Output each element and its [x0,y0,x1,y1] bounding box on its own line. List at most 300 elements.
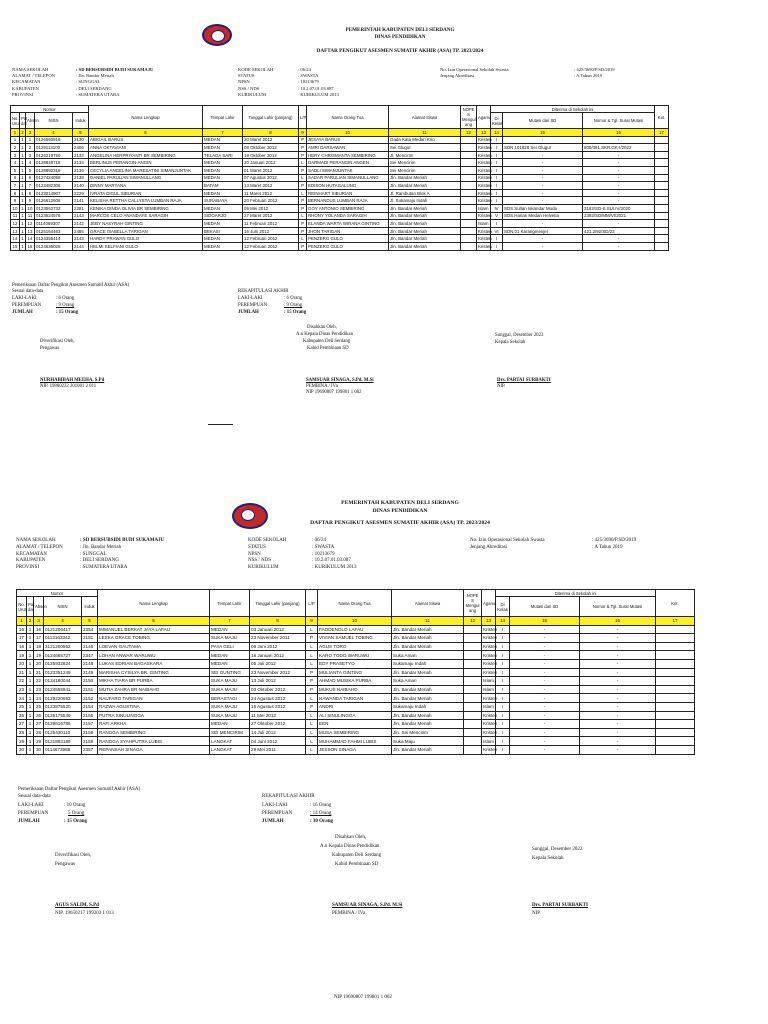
nisn-cell: 0114069307 [35,220,73,228]
table-row [11,166,669,174]
signer-pengawas-name: NURHABIBAH MEEHA, S.Pd [40,378,105,383]
nama-orang-tua-cell: AGUS TORO [318,642,392,651]
table-row [11,182,669,190]
di-kelas-cell: I [491,136,503,144]
ket-cell [655,174,669,182]
mutasi-cell: - [503,174,583,182]
tanggal-lahir-cell: 27 Oktober 2012 [250,720,306,729]
induk-cell: 2138 [73,174,89,182]
pat-cell: 1 [27,702,34,711]
agama-cell: Kristen [478,236,492,242]
tempat-lahir-cell: MEDAN [203,189,243,197]
nomor-surat-cell: - [580,677,656,686]
pat-cell: 1 [21,137,24,143]
nama-orang-tua-cell: EDY PRASETYO [318,659,392,668]
column-number: 8 [250,617,306,626]
pat-cell: 1 [21,152,24,158]
pat-cell: 1 [27,711,34,720]
nisn-cell: 0123875520 [44,702,82,711]
pat-cell: 1 [21,160,24,166]
student-table-2 [16,589,695,755]
nama-lengkap-cell: IVRATA DIGUL SIBURIAN [89,189,203,197]
tanggal-lahir-cell: 11 Maret 2012 [243,189,299,197]
column-number-row [17,617,695,626]
nama-orang-tua-cell: SADLI SIMANJUNTAK [307,166,389,174]
absen-cell: 26 [34,711,44,720]
agama-cell: Kristen [478,243,492,249]
ket-cell [655,189,669,197]
agama-cell: Islam [483,687,495,693]
table-row [17,720,695,729]
table-row [17,668,695,677]
page-2 [0,490,768,1024]
table-row [17,634,695,643]
summary-title: Pemeriksaan Daftar Pengikut Asesmen Sumatif Akhir (ASA) [18,787,141,792]
nisn-cell: 0129616786 [44,720,82,729]
agama-cell: Kristen [483,652,498,658]
nomor-surat-cell: - [583,174,655,182]
tempat-lahir-cell: MEDAN [203,136,243,144]
alamat-cell: Jln. Bandar Meriah [392,745,464,754]
nisn-cell: 0121883189 [44,737,82,746]
nomor-surat-cell: - [580,634,656,643]
pat-cell: 1 [27,659,34,668]
lp-cell: L [299,235,307,243]
tanggal-lahir-cell: 05 Juli 2012 [250,659,306,668]
agama-cell: Kristen [478,152,492,158]
summary-title: Pemeriksaan Daftar Pengikut Asesmen Sumatif Akhir (ASA) [12,283,130,288]
nama-orang-tua-cell: MUSA SEMBIRING [318,728,392,737]
nama-orang-tua-cell: JESSON SINAGA [318,745,392,754]
column-number: 1 [17,617,27,626]
absen-cell: 5 [26,166,35,174]
di-kelas-cell: I [496,694,510,703]
nopes-cell [461,189,477,197]
column-number: 13 [482,617,496,626]
summary-jumlah: JUMLAH : 15 Orang [18,819,88,824]
column-number: 15 [503,129,583,137]
induk-cell: 2133 [73,151,89,159]
agama-cell: Kristen [478,175,492,181]
nomor-surat-cell: - [580,651,656,660]
ket-cell [656,642,695,651]
no-urut-cell: 6 [11,174,20,182]
pat-cell: 1 [21,220,24,226]
nisn-cell: 0121206417 [44,625,82,634]
place-date: Sunggal, Desember 2022 [532,847,583,852]
nomor-surat-cell: - [580,702,656,711]
nomor-surat-cell: - [583,166,655,174]
alamat-cell: Jln. Bandar Meriah [392,668,464,677]
mutasi-cell: - [510,728,580,737]
rekap-perempuan: PEREMPUAN : 14 Orang [262,811,332,816]
di-kelas-cell: V [491,212,503,220]
alamat-cell: Jln. Bandar Meriah [392,711,464,720]
mutasi-cell: - [510,711,580,720]
nopes-cell [464,737,482,746]
lp-cell: P [306,677,318,686]
table-row [17,694,695,703]
nopes-cell [461,144,477,152]
pat-cell: 1 [21,205,24,211]
alamat-cell: Jl. Rambutan Blok A [389,189,461,197]
rekap-laki: LAKI-LAKI : 6 Orang [238,296,303,301]
nama-orang-tua-cell: MULIANTA GINTING [318,668,392,677]
alamat-cell: Jln. Bandar Meriah [392,694,464,703]
nama-lengkap-cell: KELISHA RETTHA CALLYSTA LUMBAN RAJA [89,197,203,205]
pat-cell: 1 [27,694,34,703]
di-kelas-cell: I [496,677,510,686]
tempat-lahir-cell: MEDAN [203,166,243,174]
column-number: 11 [389,129,461,137]
table-row [17,659,695,668]
nomor-surat-cell: - [583,151,655,159]
ket-cell [655,166,669,174]
tanggal-lahir-cell: 24 Agustus 2012 [250,694,306,703]
agama-cell: Kristen [478,137,492,143]
column-number: 2 [27,617,34,626]
di-kelas-cell: I [491,151,503,159]
column-number: 3 [34,617,44,626]
induk-cell: 2406 [73,144,89,152]
nomor-surat-cell: 421.2/92/SD/23 [583,227,655,235]
nomor-surat-cell: - [580,668,656,677]
table-row [17,642,695,651]
ket-cell [656,659,695,668]
no-urut-cell: 17 [17,634,27,643]
mutasi-cell: SDS.Sultan Iskandar Muda [503,204,583,212]
induk-cell: 2157 [82,720,98,729]
column-number: 2 [21,129,24,135]
tanggal-lahir-cell: 12 Februari 2012 [243,242,299,250]
no-urut-cell: 12 [11,220,20,228]
no-urut-cell: 16 [17,625,27,634]
table-row [11,220,669,228]
nama-lengkap-cell: PUTRA SINULINGGA [98,711,210,720]
tanggal-lahir-cell: 27 Maret 2012 [243,212,299,220]
mutasi-cell: - [503,166,583,174]
alamat-cell: Suka Aman [392,677,464,686]
lp-cell: L [306,720,318,729]
tempat-lahir-cell: MEDAN [203,242,243,250]
nomor-surat-cell: - [580,728,656,737]
absen-cell: 25 [34,702,44,711]
nama-lengkap-cell: JEBY NASYRAH GINTING [89,220,203,228]
no-urut-cell: 28 [17,728,27,737]
nomor-surat-cell: - [580,711,656,720]
nopes-cell [461,159,477,167]
mutasi-cell: - [510,625,580,634]
nopes-cell [464,694,482,703]
nama-orang-tua-cell: SADAR PARULIAN SIMANULLANG [307,174,389,182]
nama-orang-tua-cell: DARMADI PERANGIN ANGEN [307,159,389,167]
alamat-cell: Sukamaju Indah [392,702,464,711]
mutasi-cell: - [510,634,580,643]
nama-orang-tua-cell: EDISON HUTAGALUNG [307,182,389,190]
disahkan-label: Disahkan Oleh, [307,325,337,330]
ket-cell [655,227,669,235]
table-body [17,617,695,755]
tempat-lahir-cell: PAYA GELI [210,642,250,651]
di-kelas-cell: IV [491,204,503,212]
di-kelas-cell: I [496,642,510,651]
di-kelas-cell: I [491,174,503,182]
ket-cell [655,204,669,212]
kepsek-label: Kepala Sekolah [495,340,526,345]
pat-cell: 1 [21,243,24,249]
nama-orang-tua-cell: KARO TODO WARUWU [318,651,392,660]
nama-orang-tua-cell: PENZERG GULO [307,242,389,250]
ket-cell [655,136,669,144]
nama-lengkap-cell: LOEVAN GAUTAMA [98,642,210,651]
agama-cell: Kristen [483,730,498,736]
nisn-cell: 0124180044 [44,677,82,686]
ket-cell [655,182,669,190]
nomor-surat-cell: - [583,182,655,190]
nomor-surat-cell: - [583,242,655,250]
column-number: 5 [82,617,98,626]
nisn-cell: 0124665727 [44,651,82,660]
alamat-cell: Suka Maju [392,737,464,746]
tanggal-lahir-cell: 09 Mei 2012 [243,204,299,212]
agama-cell: Kristen [478,160,492,166]
lp-cell: L [299,189,307,197]
no-urut-cell: 15 [11,242,20,250]
tanggal-lahir-cell: 03 Oktober 2012 [250,685,306,694]
summary-sesuai: Sesuai data-data [12,289,44,294]
table-row [17,625,695,634]
ket-cell [656,694,695,703]
nama-orang-tua-cell: RHONY YOLANDA SARAGIH [307,212,389,220]
tempat-lahir-cell: MEDAN [203,235,243,243]
nama-orang-tua-cell: ALI SINULINGGA [318,711,392,720]
mutasi-cell: - [503,151,583,159]
alamat-cell: Jln. Bandar Meriah [392,634,464,643]
agama-cell: Kristen [483,626,498,632]
tempat-lahir-cell: MEDAN [210,651,250,660]
tanggal-lahir-cell: 20 Maret 2012 [243,136,299,144]
nama-orang-tua-cell: ELANDA WARTA WIRANA GINTING [307,220,389,228]
di-kelas-cell: I [491,189,503,197]
lp-cell: L [306,711,318,720]
absen-cell: 21 [34,668,44,677]
mutasi-cell: - [503,235,583,243]
induk-cell: 2150 [82,677,98,686]
induk-cell: 2149 [82,668,98,677]
mutasi-cell: - [510,685,580,694]
kabid-label: Kabid Pembinaan SD [307,346,349,351]
mutasi-cell: - [510,668,580,677]
nama-orang-tua-cell: BERNANDUS LUMBAN RAJA [307,197,389,205]
rekap-laki: LAKI-LAKI : 16 Orang [262,803,332,808]
nopes-cell [464,677,482,686]
nopes-cell [461,204,477,212]
signer-kabid-nip: NIP 19690807 199801 1 002 [306,390,362,395]
table-row [11,144,669,152]
di-kelas-cell: I [491,235,503,243]
absen-cell: 4 [26,159,35,167]
tanggal-lahir-cell: 01 Maret 2012 [243,166,299,174]
lp-cell: L [306,728,318,737]
absen-cell: 16 [34,625,44,634]
alamat-cell: Jl. Sukamaju Indah [389,197,461,205]
table-header: Nomor Nama Lengkap Tempat Lahir Tanggal Lahir (panjang) L/P Nama Orang Tua Alamat Siswa NOPE S Mengul ang Agama Diterima di Sekolah ini Ket. No. Urut Pat dal Absen NISN Induk Di Kelas Mutasi dari SD Nomor & Tgl. Surat Mutasi [17,590,695,617]
lp-cell: P [306,702,318,711]
di-kelas-cell: I [491,197,503,205]
column-number: 14 [496,617,510,626]
nisn-cell: 0114673988 [44,745,82,754]
lp-cell: P [299,136,307,144]
di-kelas-cell: I [491,242,503,250]
pat-cell: 1 [27,728,34,737]
tanggal-lahir-cell: 04 Juni 2012 [250,737,306,746]
disahkan-label: Disahkan Oleh, [335,835,367,840]
ket-cell [656,625,695,634]
absen-cell: 18 [34,642,44,651]
induk-cell: 2181 [82,634,98,643]
tempat-lahir-cell: MEDAN [203,204,243,212]
mutasi-cell: - [510,702,580,711]
nisn-cell: 0124555941 [44,685,82,694]
dept-heading: DINAS PENDIDIKAN [374,34,426,40]
rekap-jumlah: JUMLAH : 15 Orang [238,310,307,315]
column-number: 10 [318,617,392,626]
nomor-surat-cell: 800/091.SKR.GK-I/2022 [583,144,655,152]
nopes-cell [461,220,477,228]
table-row [17,737,695,746]
nama-orang-tua-cell: NAWANDA TARIGAN [318,694,392,703]
column-number: 17 [655,129,669,137]
absen-cell: 15 [26,242,35,250]
lp-cell: L [299,212,307,220]
absen-cell: 24 [34,694,44,703]
agama-cell: Kristen [483,712,498,718]
pat-cell: 1 [27,625,34,634]
alamat-cell: Jln. Bandar Meriah [389,220,461,228]
nisn-cell: 0128892319 [35,166,73,174]
nopes-cell [461,182,477,190]
induk-cell: 2130 [73,136,89,144]
agama-cell: Kristen [478,182,492,188]
column-number: 6 [98,617,210,626]
signer-kabid-name: SAMSUAR SINAGA, S.Pd. M.Si [306,378,374,383]
induk-cell: 2134 [73,159,89,167]
pat-cell: 1 [21,236,24,242]
nisn-cell: 0125932824 [44,659,82,668]
signer-pengawas-nip: NIP. 19860222 201001 2 011 [40,384,97,389]
no-urut-cell: 10 [11,204,20,212]
pat-cell: 1 [27,677,34,686]
lp-cell: P [299,227,307,235]
pat-cell: 1 [27,634,34,643]
footer-nip: NIP 19690807 199801 1 002 [334,995,392,1000]
nopes-cell [464,720,482,729]
induk-cell: 2229 [73,189,89,197]
nomor-surat-cell: - [580,745,656,754]
absen-cell: 23 [34,685,44,694]
nama-lengkap-cell: BERLINUS PERANGIN-ANGIN [89,159,203,167]
nama-lengkap-cell: LUKAS EDRIAN BAGASKARA [98,659,210,668]
absen-cell: 2 [26,144,35,152]
alamat-cell: Jln. Bandar Meriah [389,235,461,243]
lp-cell: L [306,625,318,634]
table-row [11,204,669,212]
tanggal-lahir-cell: 16 Agustus 2012 [250,702,306,711]
no-urut-cell: 9 [11,197,20,205]
lp-cell: P [299,220,307,228]
nama-lengkap-cell: CECYLIA ANGELINA MARESATINI SIMANJUNTAK [89,166,203,174]
induk-cell: 2136 [73,166,89,174]
table-row [11,227,669,235]
summary-perempuan: PEREMPUAN : 9 Orang [12,303,75,308]
an-label: A.n Kepala Dinas Pendidikan [320,844,380,849]
di-kelas-cell: I [496,745,510,754]
lp-cell: L [299,159,307,167]
signer-kepsek-name: Drs. PARTAI SURBAKTI [532,903,588,908]
column-number: 8 [243,129,299,137]
tempat-lahir-cell: SEI MENCIRIM [210,728,250,737]
mutasi-cell: - [510,745,580,754]
column-number: 7 [203,129,243,137]
summary-sesuai: Sesuai data-data [18,794,51,799]
induk-cell: 2144 [73,242,89,250]
nisn-cell: 0125164463 [35,227,73,235]
nama-orang-tua-cell: JHON TARIGAN [307,227,389,235]
alamat-cell: Jln. Bandar Meriah [389,182,461,190]
nama-lengkap-cell: REPANSAH SINAGA [98,745,210,754]
no-urut-cell: 19 [17,651,27,660]
di-kelas-cell: I [496,720,510,729]
nopes-cell [461,227,477,235]
tempat-lahir-cell: MEDAN [210,659,250,668]
nama-lengkap-cell: MIKHA TIARA BR PURBA [98,677,210,686]
summary-jumlah: JUMLAH : 15 Orang [12,310,79,315]
nama-lengkap-cell: RAFI ARKHA [98,720,210,729]
alamat-cell: Jln. Bandar Meriah [389,227,461,235]
pat-cell: 1 [21,182,24,188]
school-info-middle: KODE SEKOLAH : 06/24 STATUS : SWASTA NPSN : 10213679 NSS / NDS : 10.2.07.01.03.087 KURIKULUM : KURIKULUM 2013 [238,67,339,97]
di-kelas-cell: I [496,668,510,677]
nama-lengkap-cell: MARCOS CELO ANANDAYE SARAGIH [89,212,203,220]
absen-cell: 22 [34,677,44,686]
absen-cell: 6 [26,174,35,182]
pat-cell: 1 [27,685,34,694]
agama-cell: Islam [483,738,495,744]
induk-cell: 2152 [82,694,98,703]
no-urut-cell: 23 [17,685,27,694]
table-row [11,136,669,144]
alamat-cell: Sukamaju Indah [392,659,464,668]
tanggal-lahir-cell: 20 Januari 2012 [243,159,299,167]
signer-kepsek-nip: NIP. [497,384,506,389]
diverifikasi-label: Diverifikasi Oleh, [55,853,92,858]
tanggal-lahir-cell: 12 Februari 2012 [243,235,299,243]
di-kelas-cell: I [496,634,510,643]
signer-kepsek-nip: NIP. [532,911,541,916]
nopes-cell [461,174,477,182]
nisn-cell: 0123482306 [35,182,73,190]
tempat-lahir-cell: SUKA MAJU [210,685,250,694]
nama-orang-tua-cell: AMRI DARSAWAN [307,144,389,152]
nopes-cell [461,235,477,243]
di-kelas-cell: I [496,651,510,660]
no-urut-cell: 26 [17,711,27,720]
rekap-title: REKAPITULASI AKHIR [238,289,289,294]
induk-cell: 2143 [73,235,89,243]
di-kelas-cell: I [496,659,510,668]
tempat-lahir-cell: SEI GUNTING [210,668,250,677]
di-kelas-cell: I [491,159,503,167]
